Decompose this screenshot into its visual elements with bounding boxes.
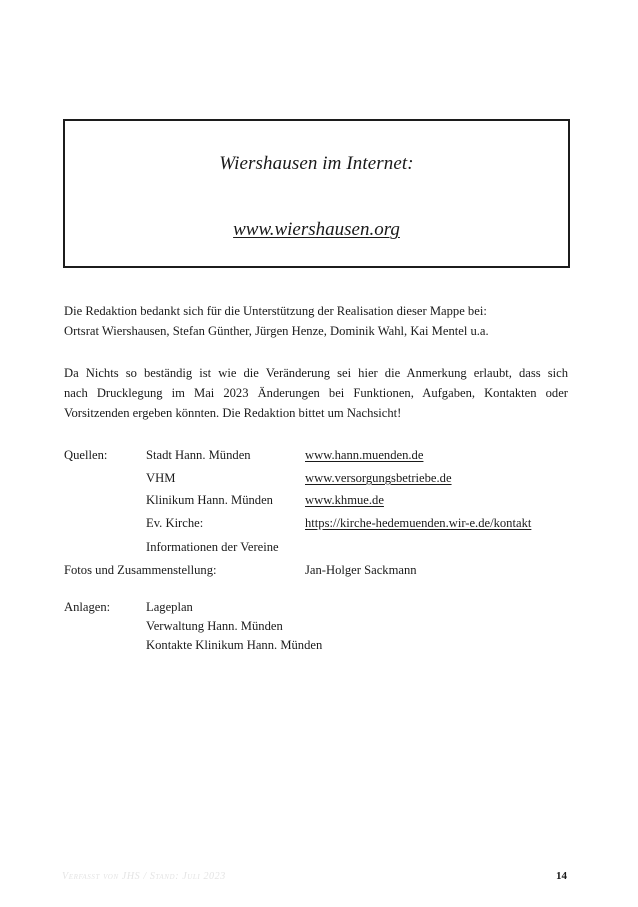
source-name-vhm: VHM bbox=[146, 471, 176, 485]
notice-line-3: Vorsitzenden ergeben könnten. Die Redaktion bittet um Nachsicht! bbox=[64, 406, 402, 420]
thanks-line-2: Ortsrat Wiershausen, Stefan Günther, Jürgen Henze, Dominik Wahl, Kai Mentel u.a. bbox=[64, 324, 489, 338]
footer-author-note: Verfasst von JHS / Stand: Juli 2023 bbox=[62, 871, 226, 882]
source-link-kirche[interactable]: https://kirche-hedemuenden.wir-e.de/kontakt bbox=[305, 516, 532, 530]
source-link-stadt[interactable]: www.hann.muenden.de bbox=[305, 448, 424, 462]
page-number: 14 bbox=[556, 870, 567, 882]
sources-label: Quellen: bbox=[64, 448, 108, 462]
thanks-line-1: Die Redaktion bedankt sich für die Unterstützung der Realisation dieser Mappe bei: bbox=[64, 304, 487, 318]
website-link[interactable]: www.wiershausen.org bbox=[233, 219, 400, 240]
thanks-paragraph bbox=[64, 301, 568, 341]
attachment-item: Kontakte Klinikum Hann. Münden bbox=[146, 638, 323, 652]
source-name-vereine: Informationen der Vereine bbox=[146, 540, 279, 554]
internet-box-title: Wiershausen im Internet: bbox=[219, 153, 414, 174]
source-name-stadt: Stadt Hann. Münden bbox=[146, 448, 251, 462]
attachment-item: Lageplan bbox=[146, 600, 193, 614]
notice-line-1: Da Nichts so beständig ist wie die Veränderung sei hier die Anmerkung erlaubt, dass sich bbox=[64, 366, 568, 380]
source-name-kirche: Ev. Kirche: bbox=[146, 516, 204, 530]
notice-line-2: nach Drucklegung im Mai 2023 Änderungen bei Funktionen, Aufgaben, Kontakten oder bbox=[64, 386, 568, 400]
attachments-label: Anlagen: bbox=[64, 600, 111, 614]
credits-label: Fotos und Zusammenstellung: bbox=[64, 563, 217, 577]
credits-name: Jan-Holger Sackmann bbox=[305, 563, 417, 577]
source-link-vhm[interactable]: www.versorgungsbetriebe.de bbox=[305, 471, 452, 485]
attachment-item: Verwaltung Hann. Münden bbox=[146, 619, 283, 633]
source-link-klinikum[interactable]: www.khmue.de bbox=[305, 493, 384, 507]
notice-paragraph bbox=[64, 363, 568, 423]
source-name-klinikum: Klinikum Hann. Münden bbox=[146, 493, 273, 507]
internet-box bbox=[63, 119, 570, 268]
